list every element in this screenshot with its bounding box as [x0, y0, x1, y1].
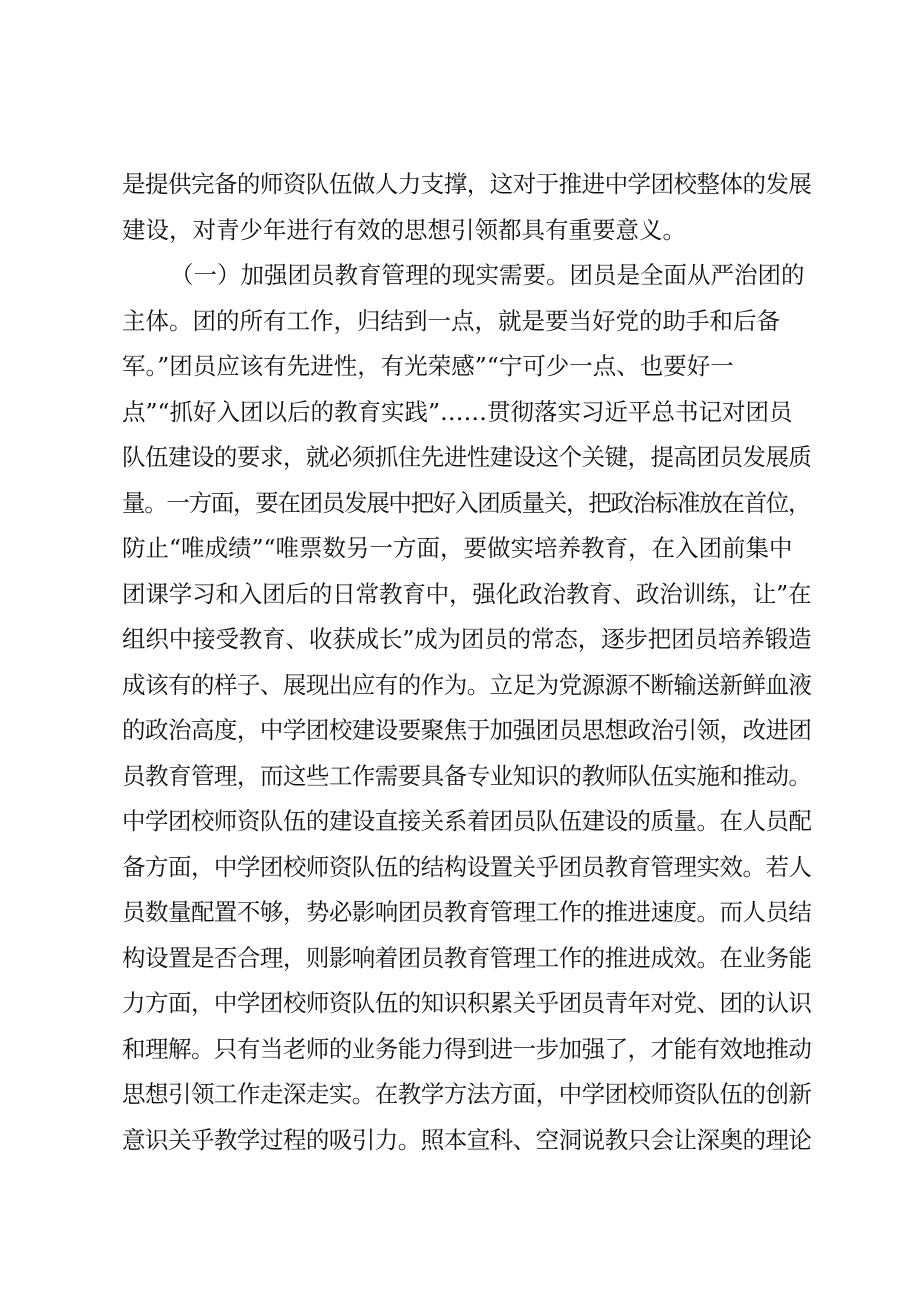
body-text	[122, 162, 812, 1163]
text-line-4: 主体。团的所有工作，归结到一点，就是要当好党的助手和后备	[122, 306, 780, 335]
text-line-22: 意识关乎教学过程的吸引力。照本宣科、空洞说教只会让深奥的理论	[122, 1125, 812, 1154]
text-line-21: 思想引领工作走深走实。在教学方法方面，中学团校师资队伍的创新	[122, 1080, 812, 1108]
text-line-16: 备方面，中学团校师资队伍的结构设置关乎团员教育管理实效。若人	[122, 852, 812, 881]
text-line-7: 队伍建设的要求，就必须抓住先进性建设这个关键，提高团员发展质	[122, 443, 812, 471]
text-line-3: （一）加强团员教育管理的现实需要。团员是全面从严治团的	[170, 261, 805, 289]
text-line-17: 员数量配置不够，势必影响团员教育管理工作的推进速度。而人员结	[122, 898, 812, 926]
text-line-20: 和理解。只有当老师的业务能力得到进一步加强了，才能有效地推动	[122, 1034, 812, 1063]
text-line-9: 防止“唯成绩”“唯票数另一方面，要做实培养教育，在入团前集中	[122, 534, 793, 562]
text-line-18: 构设置是否合理，则影响着团员教育管理工作的推进成效。在业务能	[122, 943, 812, 972]
text-line-14: 员教育管理，而这些工作需要具备专业知识的教师队伍实施和推动。	[122, 761, 812, 790]
text-line-6: 点”“抓好入团以后的教育实践”……贯彻落实习近平总书记对团员	[122, 397, 793, 426]
text-line-1: 是提供完备的师资队伍做人力支撑，这对于推进中学团校整体的发展	[122, 170, 812, 198]
text-line-13: 的政治高度，中学团校建设要聚焦于加强团员思想政治引领，改进团	[122, 716, 812, 744]
text-line-5: 军。”团员应该有先进性，有光荣感”“宁可少一点、也要好一	[122, 352, 734, 380]
text-line-10: 团课学习和入团后的日常教育中，强化政治教育、政治训练，让”在	[122, 579, 812, 608]
text-line-2: 建设，对青少年进行有效的思想引领都具有重要意义。	[122, 215, 686, 244]
text-line-19: 力方面，中学团校师资队伍的知识积累关乎团员青年对党、团的认识	[122, 989, 812, 1017]
text-line-11: 组织中接受教育、收获成长”成为团员的常态，逐步把团员培养锻造	[122, 625, 812, 653]
text-line-8: 量。一方面，要在团员发展中把好入团质量关，把政治标准放在首位，	[122, 488, 811, 517]
text-line-12: 成该有的样子、展现出应有的作为。立足为党源源不断输送新鲜血液	[122, 670, 812, 699]
text-line-15: 中学团校师资队伍的建设直接关系着团员队伍建设的质量。在人员配	[122, 807, 812, 835]
